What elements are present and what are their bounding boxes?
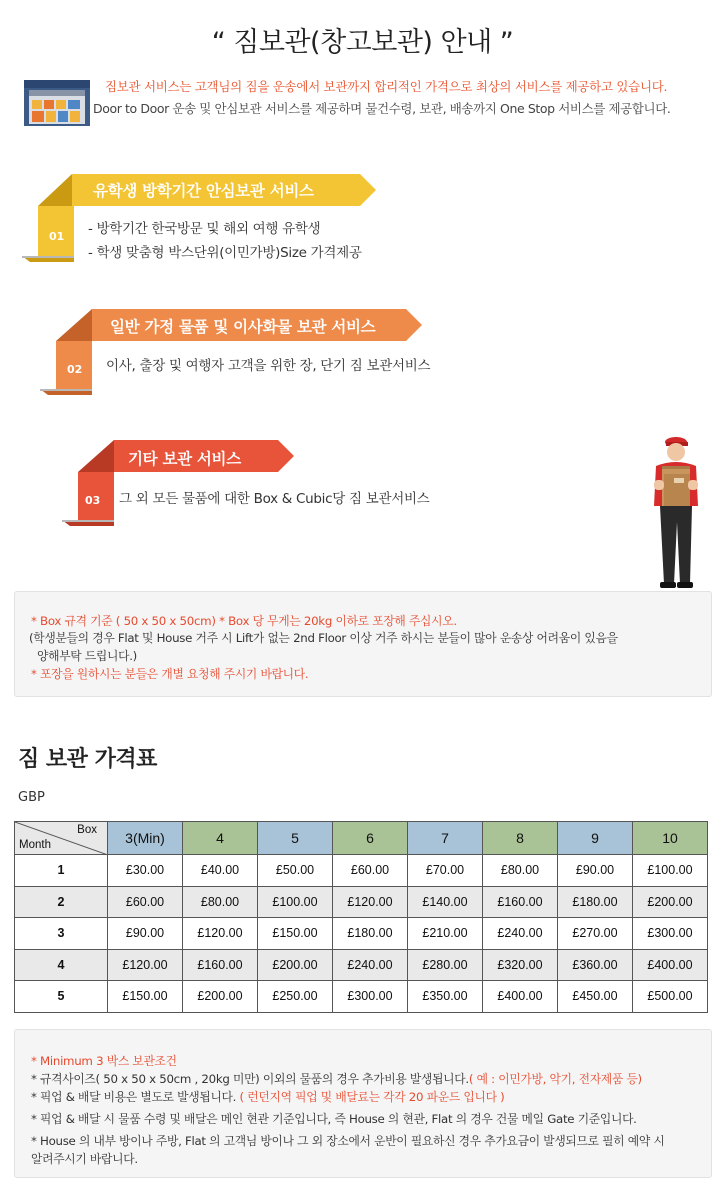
condition-text: * 픽업 & 배달 비용은 별도로 발생됩니다. [31,1090,240,1104]
corner-month-label: Month [19,839,51,851]
price-cell: £60.00 [108,886,183,918]
price-cell: £140.00 [408,886,483,918]
courier-illustration [640,436,710,596]
price-cell: £160.00 [183,949,258,981]
price-cell: £60.00 [333,855,408,887]
price-cell: £70.00 [408,855,483,887]
service-number: 01 [49,230,65,243]
price-cell: £300.00 [633,918,708,950]
corner-box-label: Box [77,824,97,836]
price-cell: £150.00 [258,918,333,950]
month-cell: 1 [15,855,108,887]
service-line: - 방학기간 한국방문 및 해외 여행 유학생 [88,221,321,237]
condition-line [31,1088,504,1105]
notice-box [14,591,712,697]
price-cell: £40.00 [183,855,258,887]
price-cell: £270.00 [558,918,633,950]
service-item-03 [0,440,520,530]
condition-highlight: ( 런던지역 픽업 및 배달료는 각각 20 파운드 입니다 ) [239,1090,505,1104]
price-cell: £100.00 [633,855,708,887]
price-cell: £100.00 [258,886,333,918]
price-cell: £350.00 [408,981,483,1013]
price-table-heading: 짐 보관 가격표 [18,747,157,772]
service-line: 이사, 출장 및 여행자 고객을 위한 장, 단기 짐 보관서비스 [106,358,431,374]
price-cell: £400.00 [633,949,708,981]
service-line: 그 외 모든 물품에 대한 Box & Cubic당 짐 보관서비스 [119,491,430,507]
service-item-02 [0,307,520,397]
price-cell: £150.00 [108,981,183,1013]
table-corner-cell [15,822,108,855]
service-item-01 [0,172,520,262]
price-cell: £210.00 [408,918,483,950]
condition-line: * Minimum 3 박스 보관조건 [31,1054,177,1068]
table-row [15,886,708,918]
service-title: 유학생 방학기간 안심보관 서비스 [93,182,314,200]
column-header: 10 [633,822,708,855]
notice-line: * 포장을 원하시는 분들은 개별 요청해 주시기 바랍니다. [31,667,309,681]
price-cell: £120.00 [108,949,183,981]
service-number: 02 [67,363,83,376]
table-header-row [15,822,708,855]
price-cell: £90.00 [108,918,183,950]
column-header: 5 [258,822,333,855]
notice-line: * Box 규격 기준 ( 50 x 50 x 50cm) * Box 당 무게는 20kg 이하로 포장해 주십시오. [31,614,457,628]
month-cell: 5 [15,981,108,1013]
column-header: 7 [408,822,483,855]
price-cell: £200.00 [633,886,708,918]
conditions-box [14,1029,712,1178]
price-cell: £120.00 [183,918,258,950]
price-cell: £360.00 [558,949,633,981]
condition-line: 알려주시기 바랍니다. [31,1152,138,1166]
column-header: 9 [558,822,633,855]
intro-line-1: 짐보관 서비스는 고객님의 짐을 운송에서 보관까지 합리적인 가격으로 최상의 서비스를 제공하고 있습니다. [105,79,668,94]
currency-label: GBP [18,790,45,805]
price-cell: £450.00 [558,981,633,1013]
price-cell: £400.00 [483,981,558,1013]
price-cell: £320.00 [483,949,558,981]
condition-line: * 픽업 & 배달 시 물품 수령 및 배달은 메인 현관 기준입니다, 즉 House 의 현관, Flat 의 경우 건물 메일 Gate 기준입니다. [31,1112,637,1126]
column-header: 4 [183,822,258,855]
column-header: 8 [483,822,558,855]
price-cell: £500.00 [633,981,708,1013]
notice-line: (학생분들의 경우 Flat 및 House 거주 시 Lift가 없는 2nd Floor 이상 거주 하시는 분들이 많아 운송상 어려움이 있음을 [29,631,618,645]
column-header: 3(Min) [108,822,183,855]
condition-text: * 규격사이즈( 50 x 50 x 50cm , 20kg 미만) 이외의 물품의 경우 추가비용 발생됩니다. [31,1072,469,1086]
price-cell: £80.00 [183,886,258,918]
price-cell: £90.00 [558,855,633,887]
condition-line: * House 의 내부 방이나 주방, Flat 의 고객님 방이나 그 외 장소에서 운반이 필요하신 경우 추가요금이 발생되므로 필히 예약 시 [31,1134,665,1148]
month-cell: 4 [15,949,108,981]
price-cell: £30.00 [108,855,183,887]
service-title: 기타 보관 서비스 [128,450,241,468]
price-table [14,821,708,1013]
table-row [15,949,708,981]
page-title: “ 짐보관(창고보관) 안내 ” [211,27,514,58]
service-title: 일반 가정 물품 및 이사화물 보관 서비스 [110,318,376,336]
month-cell: 3 [15,918,108,950]
condition-highlight: ( 예 : 이민가방, 악기, 전자제품 등) [468,1072,642,1086]
price-cell: £160.00 [483,886,558,918]
price-cell: £280.00 [408,949,483,981]
column-header: 6 [333,822,408,855]
intro-line-2: Door to Door 운송 및 안심보관 서비스를 제공하며 물건수령, 보관, 배송까지 One Stop 서비스를 제공합니다. [93,101,671,116]
price-cell: £300.00 [333,981,408,1013]
price-cell: £200.00 [183,981,258,1013]
price-cell: £240.00 [333,949,408,981]
price-cell: £240.00 [483,918,558,950]
price-cell: £180.00 [333,918,408,950]
price-cell: £80.00 [483,855,558,887]
month-cell: 2 [15,886,108,918]
price-cell: £50.00 [258,855,333,887]
service-number: 03 [85,494,101,507]
price-cell: £200.00 [258,949,333,981]
table-row [15,981,708,1013]
table-row [15,918,708,950]
price-cell: £120.00 [333,886,408,918]
price-cell: £180.00 [558,886,633,918]
service-line: - 학생 맞춤형 박스단위(이민가방)Size 가격제공 [88,245,362,261]
price-cell: £250.00 [258,981,333,1013]
notice-line: 양해부탁 드립니다.) [37,649,137,663]
warehouse-icon [24,80,90,126]
table-row [15,855,708,887]
condition-line [31,1070,642,1087]
